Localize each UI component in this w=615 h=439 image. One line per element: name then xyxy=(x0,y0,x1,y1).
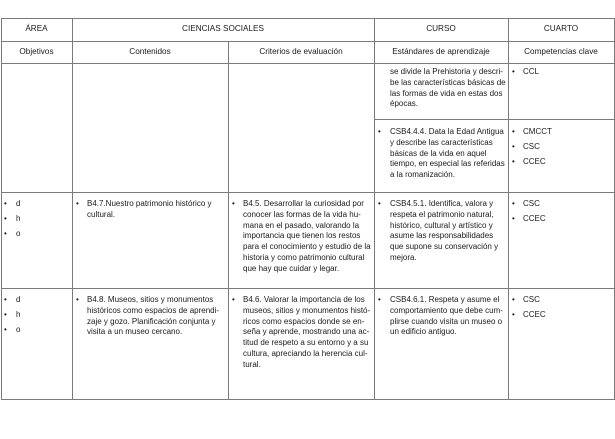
bullet-icon: • xyxy=(378,127,381,136)
header-subject: CIENCIAS SOCIALES xyxy=(182,24,264,33)
row-3-contenidos xyxy=(87,295,227,338)
col-criterios: Criterios de evaluación xyxy=(259,47,343,56)
text-line: cultural. xyxy=(87,209,116,219)
row-2-objetivo-0: • d xyxy=(4,199,21,208)
bullet-icon: • xyxy=(512,67,515,76)
text-line: respeta el patrimonio natural, xyxy=(390,209,494,219)
text-line: cultura, apreciando la herencia cul- xyxy=(243,348,368,358)
row-3-competencia-1: • CCEC xyxy=(512,310,546,319)
bullet-icon: • xyxy=(512,127,515,136)
row-2-criterios xyxy=(243,199,374,275)
text-line: B4.7.Nuestro patrimonio histórico y xyxy=(87,199,212,208)
col-estandares: Estándares de aprendizaje xyxy=(392,47,490,56)
bullet-icon: • xyxy=(512,199,515,208)
text-line: histórico, cultural y artístico y xyxy=(390,220,493,230)
text-line: B4.8. Museos, sitios y monumentos xyxy=(87,295,214,304)
row-1-estandares-bullet xyxy=(378,127,388,138)
text-line: titud de respeto a su entorno y a su xyxy=(243,338,369,348)
bullet-icon: • xyxy=(4,229,7,238)
bullet-icon: • xyxy=(4,295,7,304)
row-2-estandares xyxy=(390,199,508,264)
text-line: tiempo, en especial las referidas xyxy=(390,159,505,169)
text-line: las formas de vida en estas dos xyxy=(390,88,503,98)
text-line: ricos como espacios donde se en- xyxy=(243,316,365,326)
text-line: mejora. xyxy=(390,252,417,262)
row-3-competencia-0: • CSC xyxy=(512,295,540,304)
row-3-estandares-bullet xyxy=(378,295,388,306)
text-line: y describe las características xyxy=(390,137,493,147)
text-line: importancia que tienen los restos xyxy=(243,231,361,241)
row-2-contenidos xyxy=(87,199,227,221)
text-line: un edificio antiguo. xyxy=(390,327,457,337)
row-3-criterios-bullet xyxy=(232,295,242,306)
text-line: para el conocimiento y estudio de la xyxy=(243,242,371,252)
text-line: CSB4.5.1. Identifica, valora y xyxy=(390,199,494,208)
text-line: plirse cuando visita un museo o xyxy=(390,316,503,326)
row-2-competencia-0: • CSC xyxy=(512,199,540,208)
header-curso: CURSO xyxy=(426,24,456,33)
text-line: CSB4.6.1. Respeta y asume el xyxy=(390,295,500,304)
row-3-estandares xyxy=(390,295,508,338)
bullet-icon: • xyxy=(4,214,7,223)
text-line: que hay que cuidar y legar. xyxy=(243,263,340,273)
bullet-icon: • xyxy=(512,157,515,166)
text-line: seña y aprende, mostrando una ac- xyxy=(243,327,370,337)
text-line: visita a un museo cercano. xyxy=(87,327,183,337)
bullet-icon: • xyxy=(378,295,381,304)
text-line: a la romanización. xyxy=(390,170,455,180)
text-line: básicas de la vida en aquel xyxy=(390,148,487,158)
bullet-icon: • xyxy=(76,295,79,304)
bullet-icon: • xyxy=(76,199,79,208)
row-2-criterios-bullet xyxy=(232,199,242,210)
text-line: se divide la Prehistoria y descri- xyxy=(390,67,503,76)
bullet-icon: • xyxy=(4,199,7,208)
text-line: zaje y gozo. Planificación conjunta y xyxy=(87,316,216,326)
bullet-icon: • xyxy=(378,199,381,208)
bullet-icon: • xyxy=(4,310,7,319)
bullet-icon: • xyxy=(4,325,7,334)
text-line: tural. xyxy=(243,359,261,369)
bullet-icon: • xyxy=(232,199,235,208)
header-curso-value: CUARTO xyxy=(543,24,579,33)
row-1-competencia-1: • CSC xyxy=(512,142,540,151)
text-line: museos, sitios y monumentos histó- xyxy=(243,305,371,315)
text-line: be las características básicas de xyxy=(390,77,506,87)
col-contenidos: Contenidos xyxy=(129,47,171,56)
row-1-estandares xyxy=(390,127,508,181)
text-line: históricos como espacios de aprendi- xyxy=(87,305,220,315)
row-3-contenidos-bullet xyxy=(76,295,86,306)
row-0-estandares xyxy=(390,67,508,110)
header-area: ÁREA xyxy=(25,24,48,33)
text-line: que supone su conservación y xyxy=(390,242,499,252)
row-2-objetivo-2: • o xyxy=(4,229,21,238)
text-line: épocas. xyxy=(390,99,419,109)
text-line: comportamiento que debe cum- xyxy=(390,305,503,315)
row-0-competencia-0: • CCL xyxy=(512,67,540,76)
text-line: CSB4.4.4. Data la Edad Antigua xyxy=(390,127,504,136)
text-line: conocer las formas de la vida hu- xyxy=(243,209,361,219)
row-2-contenidos-bullet xyxy=(76,199,86,210)
row-3-criterios xyxy=(243,295,374,371)
bullet-icon: • xyxy=(232,295,235,304)
row-2-estandares-bullet xyxy=(378,199,388,210)
row-3-objetivo-1: • h xyxy=(4,310,21,319)
text-line: mana en el pasado, valorando la xyxy=(243,220,360,230)
bullet-icon: • xyxy=(512,142,515,151)
text-line: B4.6. Valorar la importancia de los xyxy=(243,295,365,304)
row-1-competencia-2: • CCEC xyxy=(512,157,546,166)
col-objetivos: Objetivos xyxy=(19,47,54,56)
row-3-objetivo-0: • d xyxy=(4,295,21,304)
row-2-competencia-1: • CCEC xyxy=(512,214,546,223)
row-2-objetivo-1: • h xyxy=(4,214,21,223)
text-line: B4.5. Desarrollar la curiosidad por xyxy=(243,199,364,208)
text-line: historia y como patrimonio cultural xyxy=(243,252,365,262)
bullet-icon: • xyxy=(512,310,515,319)
bullet-icon: • xyxy=(512,214,515,223)
text-line: asume las responsabilidades xyxy=(390,231,494,241)
bullet-icon: • xyxy=(512,295,515,304)
row-1-competencia-0: • CMCCT xyxy=(512,127,552,136)
col-competencias: Competencias clave xyxy=(524,47,598,56)
row-3-objetivo-2: • o xyxy=(4,325,21,334)
